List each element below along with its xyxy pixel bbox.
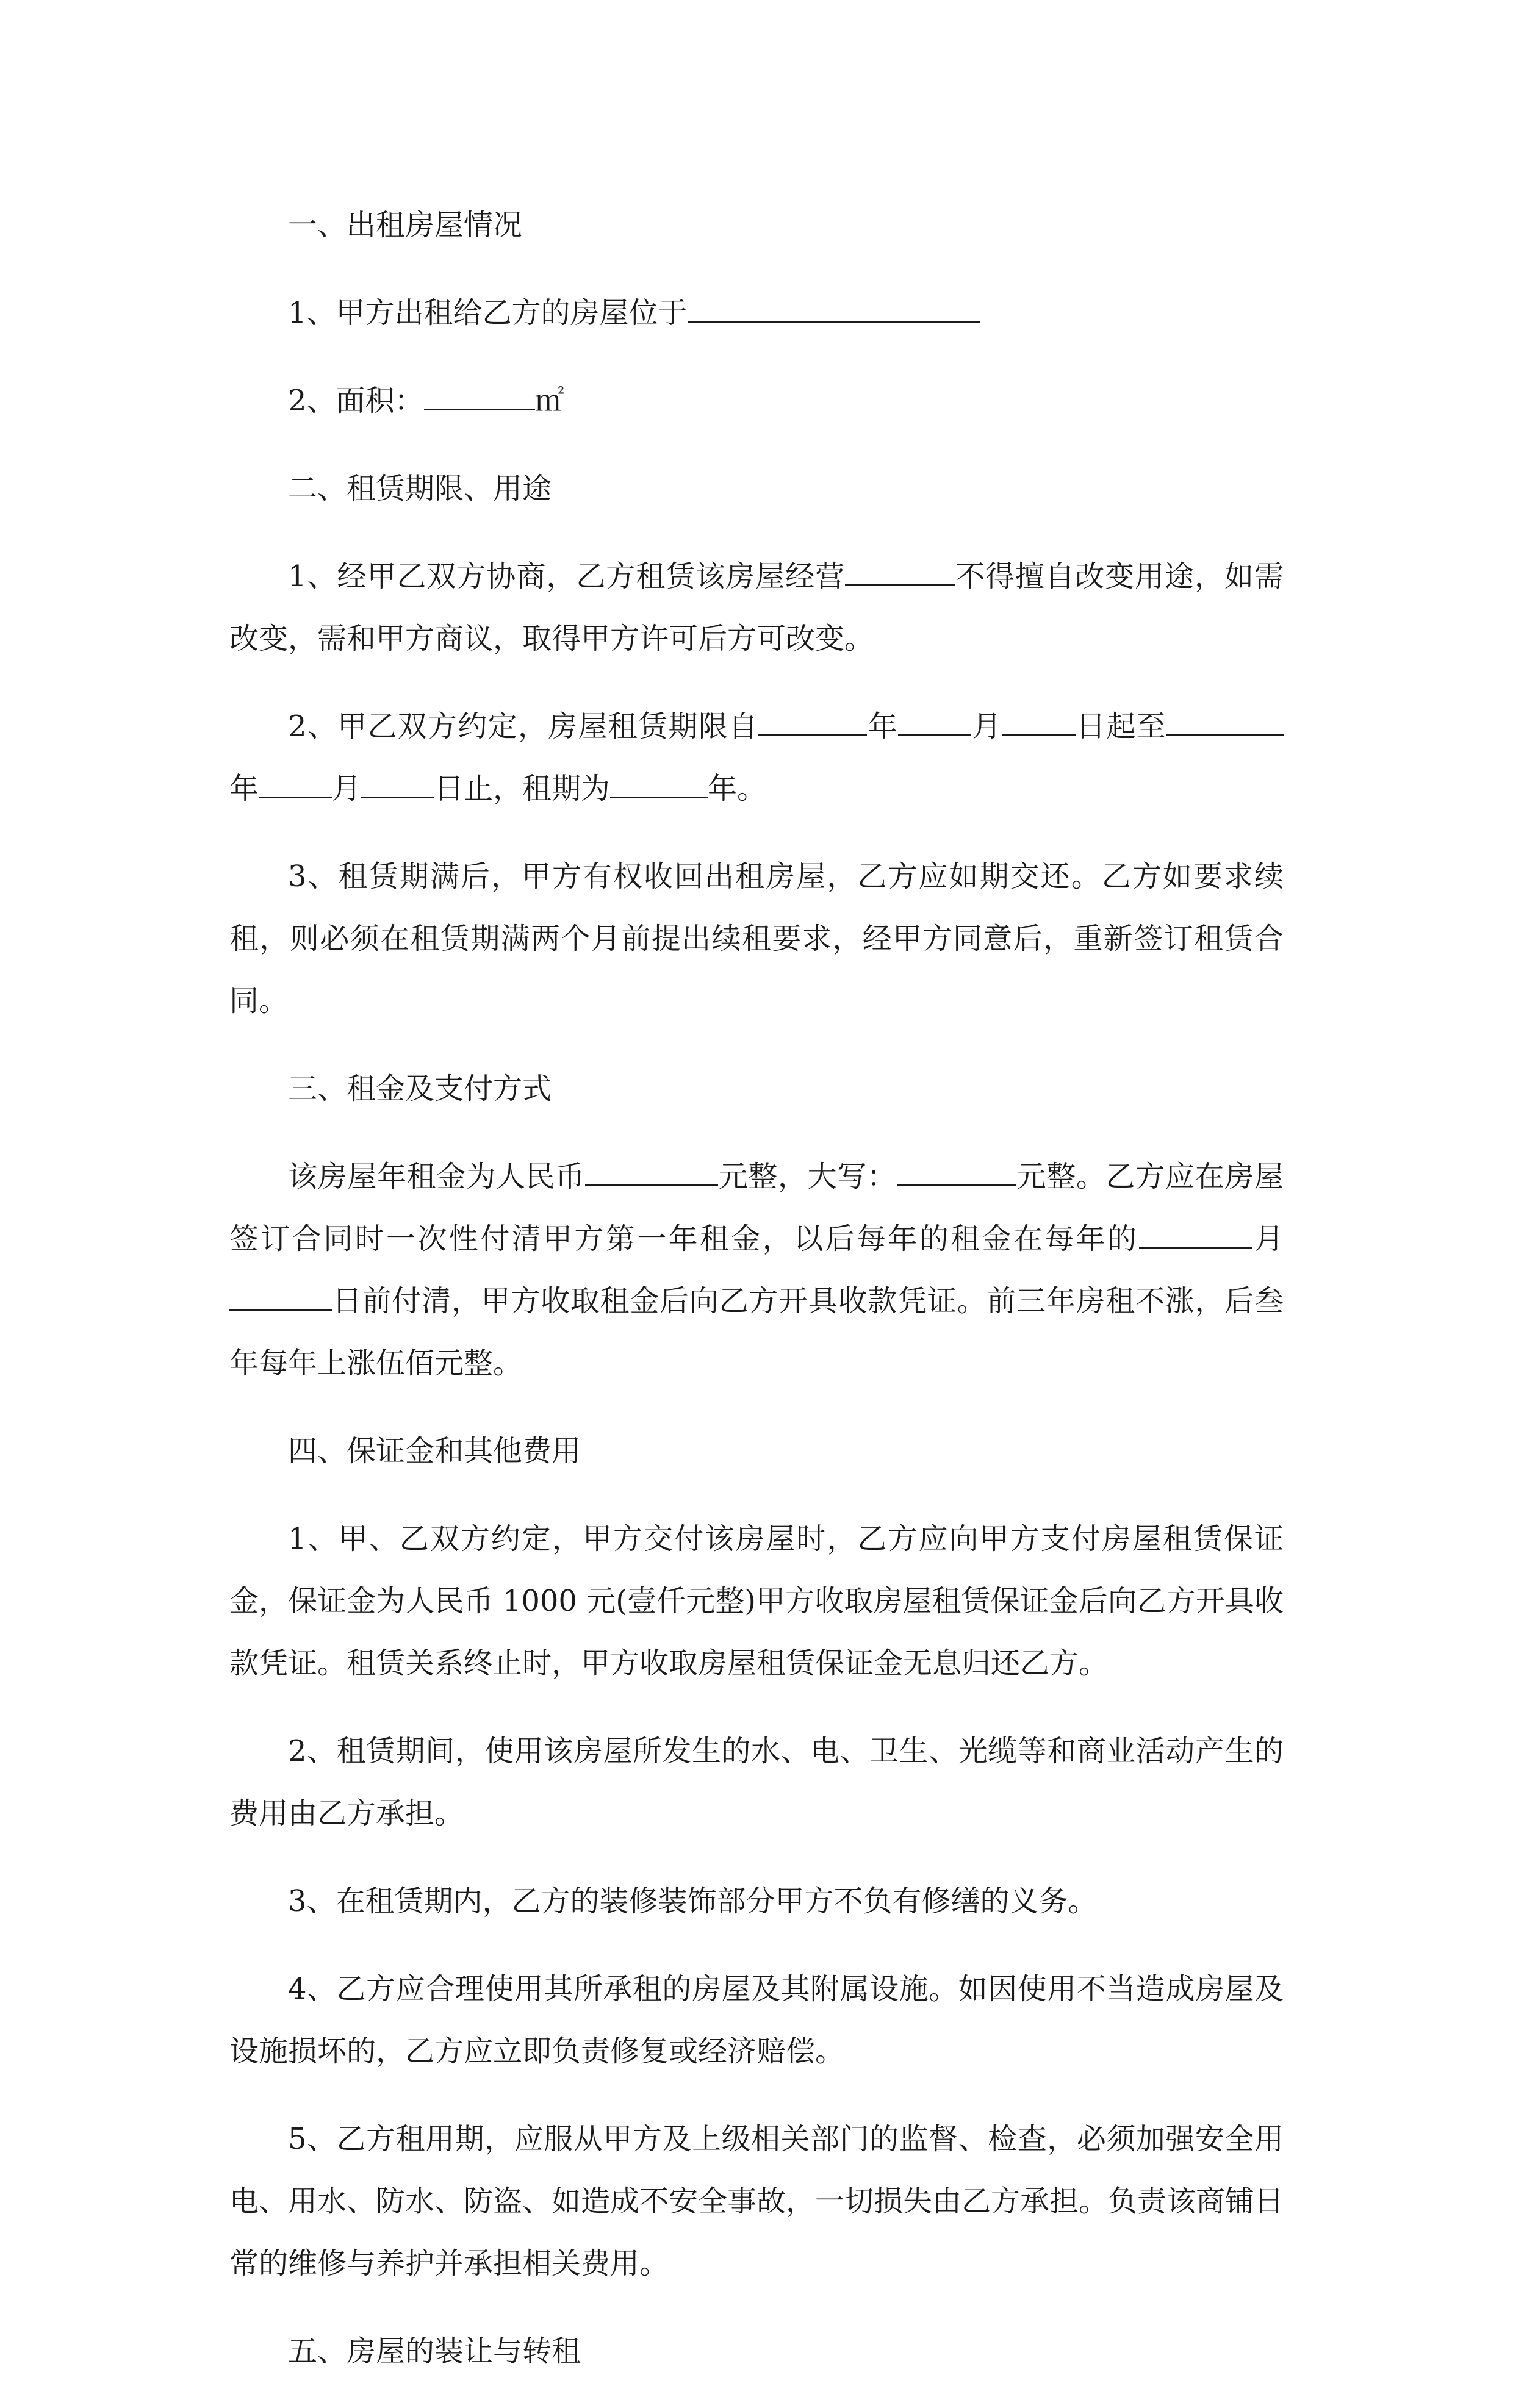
business-use-blank[interactable] [845, 550, 955, 586]
clause-2-1: 1、经甲乙双方协商，乙方租赁该房屋经营 不得擅自改变用途，如需改变，需和甲方商议，取得甲方许可后方可改变。 [229, 545, 1284, 670]
clause-2-3: 3、租赁期满后，甲方有权收回出租房屋，乙方应如期交还。乙方如要求续租，则必须在租赁期满两个月前提出续租要求，经甲方同意后，重新签订租赁合同。 [229, 859, 1284, 1018]
end-month-blank[interactable] [259, 762, 332, 798]
clause-1-1: 1、甲方出租给乙方的房屋位于 [229, 282, 1284, 344]
clause-4-3: 3、在租赁期内，乙方的装修装饰部分甲方不负有修缮的义务。 [288, 1884, 1098, 1918]
clause-3-1: 该房屋年租金为人民币 元整，大写： 元整。乙方应在房屋签订合同时一次性付清甲方第一年租金，以后每年的租金在每年的 月日前付清，甲方收取租金后向乙方开具收款凭证。前三年房租不涨，后叁年每年上涨伍佰元整。 [229, 1145, 1284, 1394]
section-5-heading: 五、房屋的装让与转租 [288, 2334, 581, 2368]
payment-day-blank[interactable] [229, 1275, 332, 1311]
payment-month-blank[interactable] [1139, 1213, 1252, 1249]
section-4-heading: 四、保证金和其他费用 [288, 1434, 581, 1468]
clause-4-1: 1、甲、乙双方约定，甲方交付该房屋时，乙方应向甲方支付房屋租赁保证金，保证金为人民币 1000 元(壹仟元整)甲方收取房屋租赁保证金后向乙方开具收款凭证。租赁关系终止时，甲方收取房屋租赁保证金无息归还乙方。 [229, 1522, 1284, 1680]
rent-amount-blank[interactable] [585, 1150, 718, 1186]
lease-term-blank[interactable] [610, 762, 708, 798]
section-2-heading: 二、租赁期限、用途 [288, 471, 552, 506]
section-1-heading: 一、出租房屋情况 [288, 208, 523, 242]
start-day-blank[interactable] [1002, 700, 1076, 736]
contract-page [229, 194, 1284, 2408]
end-year-blank[interactable] [1166, 700, 1284, 736]
clause-2-2: 2、甲乙双方约定，房屋租赁期限自 年 月 日起至年 月 日止，租期为 年。 [229, 695, 1284, 820]
clause-1-2: 2、面积： ㎡ [229, 370, 1284, 432]
area-blank[interactable] [424, 374, 535, 410]
start-year-blank[interactable] [758, 700, 867, 736]
address-blank[interactable] [688, 287, 980, 323]
end-day-blank[interactable] [361, 762, 434, 798]
clause-4-5: 5、乙方租用期，应服从甲方及上级相关部门的监督、检查，必须加强安全用电、用水、防水、防盗、如造成不安全事故，一切损失由乙方承担。负责该商铺日常的维修与养护并承担相关费用。 [229, 2122, 1284, 2281]
start-month-blank[interactable] [898, 700, 971, 736]
rent-capital-blank[interactable] [897, 1150, 1016, 1186]
clause-4-4: 4、乙方应合理使用其所承租的房屋及其附属设施。如因使用不当造成房屋及设施损坏的，乙方应立即负责修复或经济赔偿。 [229, 1972, 1284, 2068]
section-3-heading: 三、租金及支付方式 [288, 1072, 552, 1106]
clause-4-2: 2、租赁期间，使用该房屋所发生的水、电、卫生、光缆等和商业活动产生的费用由乙方承担。 [229, 1734, 1284, 1830]
